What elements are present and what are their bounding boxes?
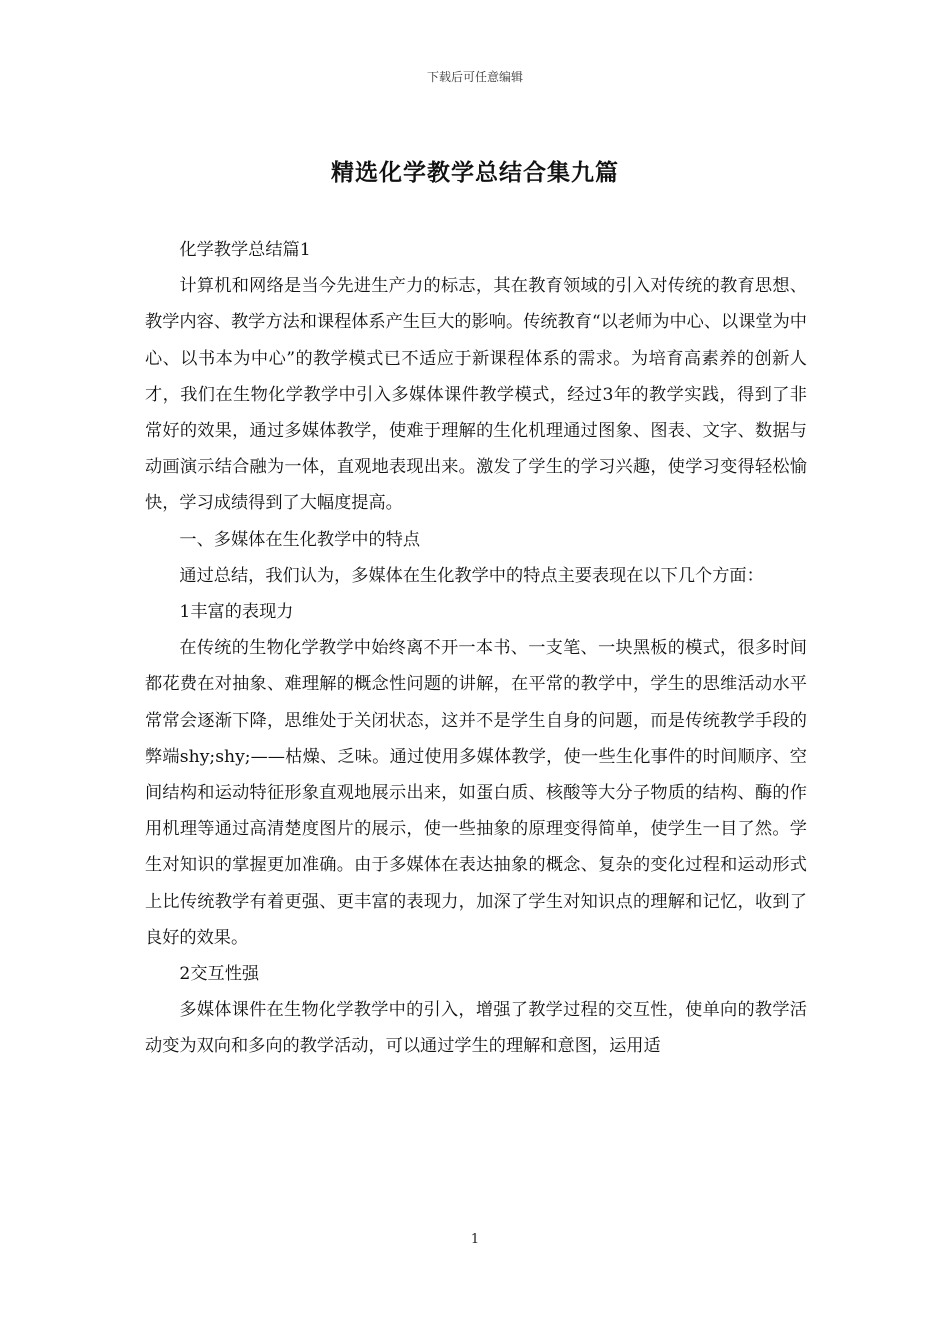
body-paragraph: 在传统的生物化学教学中始终离不开一本书、一支笔、一块黑板的模式，很多时间都花费在对抽象、难理解的概念性问题的讲解，在平常的教学中，学生的思维活动水平常常会逐渐下降，思维处于关闭状态，这并不是学生自身的问题，而是传统教学手段的弊端shy;shy;——枯燥、乏味。通过使用多媒体教学，使一些生化事件的时间顺序、空间结构和运动特征形象直观地展示出来，如蛋白质、核酸等大分子物质的结构、酶的作用机理等通过高清楚度图片的展示，使一些抽象的原理变得简单，使学生一目了然。学生对知识的掌握更加准确。由于多媒体在表达抽象的概念、复杂的变化过程和运动形式上比传统教学有着更强、更丰富的表现力，加深了学生对知识点的理解和记忆，收到了良好的效果。	[145, 638, 807, 948]
section-heading: 一、多媒体在生化教学中的特点	[179, 529, 421, 550]
document-body	[145, 232, 807, 1065]
page-number: 1	[470, 1232, 480, 1247]
header-note: 下载后可任意编辑	[426, 70, 523, 84]
document-title: 精选化学教学总结合集九篇	[331, 159, 619, 186]
subsection-heading: 2交互性强	[179, 964, 260, 985]
body-paragraph: 计算机和网络是当今先进生产力的标志，其在教育领域的引入对传统的教育思想、教学内容、教学方法和课程体系产生巨大的影响。传统教育“以老师为中心、以课堂为中心、以书本为中心”的教学模式已不适应于新课程体系的需求。为培育高素养的创新人才，我们在生物化学教学中引入多媒体课件教学模式，经过3年的教学实践，得到了非常好的效果，通过多媒体教学，使难于理解的生化机理通过图象、图表、文字、数据与动画演示结合融为一体，直观地表现出来。激发了学生的学习兴趣，使学习变得轻松愉快，学习成绩得到了大幅度提高。	[145, 276, 807, 514]
section-heading: 化学教学总结篇1	[179, 240, 311, 260]
body-paragraph: 通过总结，我们认为，多媒体在生化教学中的特点主要表现在以下几个方面：	[179, 565, 764, 586]
subsection-heading: 1丰富的表现力	[179, 602, 294, 623]
body-paragraph: 多媒体课件在生物化学教学中的引入，增强了教学过程的交互性，使单向的教学活动变为双向和多向的教学活动，可以通过学生的理解和意图，运用适	[145, 1000, 807, 1057]
